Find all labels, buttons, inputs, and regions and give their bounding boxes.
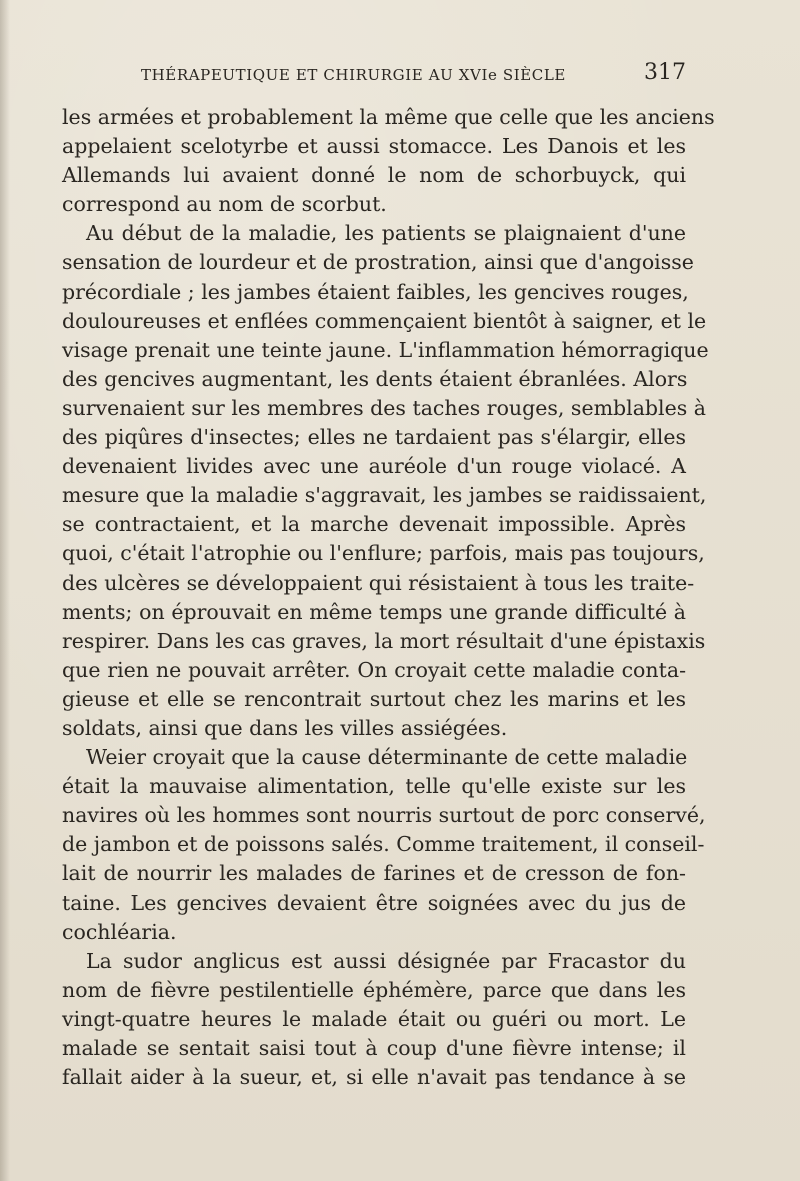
- text-line: malade se sentait saisi tout à coup d'une fièvre intense; il: [62, 1036, 686, 1060]
- text-line: précordiale ; les jambes étaient faibles, les gencives rouges,: [62, 279, 689, 304]
- text-line: visage prenait une teinte jaune. L'inflammation hémorragique: [62, 337, 709, 362]
- page-gutter-shadow: [0, 0, 10, 1181]
- text-line: soldats, ainsi que dans les villes assiégées.: [62, 715, 508, 740]
- text-line: ments; on éprouvait en même temps une grande difficulté à: [62, 599, 686, 624]
- page-number: 317: [644, 60, 686, 85]
- text-line: appelaient scelotyrbe et aussi stomacce. Les Danois et les: [62, 134, 686, 159]
- text-line: des gencives augmentant, les dents étaient ébranlées. Alors: [62, 366, 688, 391]
- text-line: les armées et probablement la même que celle que les anciens: [62, 105, 715, 129]
- body-text: [62, 103, 715, 1092]
- text-line: se contractaient, et la marche devenait impossible. Après: [62, 512, 686, 537]
- running-head: THÉRAPEUTIQUE ET CHIRURGIE AU XVIe SIÈCLE: [141, 66, 566, 84]
- text-line: taine. Les gencives devaient être soignées avec du jus de: [62, 890, 686, 915]
- text-line: des ulcères se développaient qui résistaient à tous les traite-: [62, 570, 695, 595]
- text-line: fallait aider à la sueur, et, si elle n'avait pas tendance à se: [62, 1065, 686, 1090]
- page-header: [141, 60, 686, 90]
- text-line: Weier croyait que la cause déterminante de cette maladie: [86, 745, 688, 770]
- text-line: vingt-quatre heures le malade était ou guéri ou mort. Le: [62, 1006, 686, 1031]
- text-line: respirer. Dans les cas graves, la mort résultait d'une épistaxis: [62, 628, 706, 653]
- text-line: correspond au nom de scorbut.: [62, 192, 387, 217]
- text-line: lait de nourrir les malades de farines et de cresson de fon-: [62, 861, 686, 886]
- text-line: que rien ne pouvait arrêter. On croyait cette maladie conta-: [62, 657, 686, 682]
- text-line: mesure que la maladie s'aggravait, les jambes se raidissaient,: [62, 483, 707, 508]
- text-line: douloureuses et enflées commençaient bientôt à saigner, et le: [62, 308, 707, 333]
- text-line: était la mauvaise alimentation, telle qu'elle existe sur les: [62, 774, 686, 799]
- text-line: de jambon et de poissons salés. Comme traitement, il conseil-: [62, 832, 705, 857]
- text-line: devenaient livides avec une auréole d'un rouge violacé. A: [62, 454, 686, 479]
- text-line: Au début de la maladie, les patients se plaignaient d'une: [86, 221, 686, 246]
- text-line: Allemands lui avaient donné le nom de schorbuyck, qui: [62, 163, 686, 188]
- text-line: nom de fièvre pestilentielle éphémère, parce que dans les: [62, 977, 686, 1002]
- text-line: sensation de lourdeur et de prostration, ainsi que d'angoisse: [62, 250, 694, 275]
- text-line: cochléaria.: [62, 919, 177, 944]
- text-line: La sudor anglicus est aussi désignée par Fracastor du: [86, 948, 686, 973]
- text-line: navires où les hommes sont nourris surtout de porc conservé,: [62, 803, 706, 828]
- text-line: survenaient sur les membres des taches rouges, semblables à: [62, 395, 706, 420]
- text-line: gieuse et elle se rencontrait surtout chez les marins et les: [62, 686, 686, 711]
- text-line: quoi, c'était l'atrophie ou l'enflure; parfois, mais pas toujours,: [62, 541, 705, 566]
- text-line: des piqûres d'insectes; elles ne tardaient pas s'élargir, elles: [62, 425, 686, 450]
